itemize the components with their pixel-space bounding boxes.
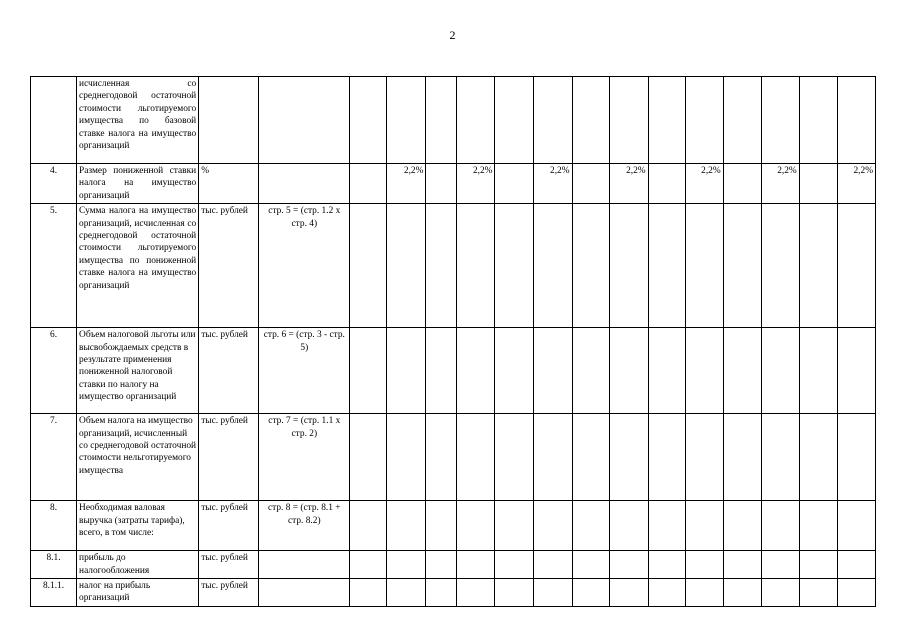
rate-value-cell: 2,2%	[685, 164, 723, 204]
row-description-cell: налог на прибыль организаций	[77, 579, 199, 607]
rate-value-cell	[609, 414, 648, 501]
empty-cell	[723, 551, 761, 579]
empty-cell	[350, 204, 387, 328]
row-formula-cell: стр. 5 = (стр. 1.2 х стр. 4)	[259, 204, 350, 328]
empty-cell	[495, 501, 533, 551]
row-number-cell: 8.1.1.	[31, 579, 77, 607]
rate-value-cell	[685, 414, 723, 501]
rate-value-cell: 2,2%	[387, 164, 426, 204]
row-unit-cell: тыс. рублей	[199, 501, 259, 551]
rate-value-cell	[837, 77, 875, 164]
row-unit-cell: тыс. рублей	[199, 328, 259, 414]
empty-cell	[799, 501, 837, 551]
rate-value-cell	[387, 579, 426, 607]
rate-value-cell	[533, 204, 572, 328]
empty-cell	[350, 328, 387, 414]
empty-cell	[799, 414, 837, 501]
rate-value-cell: 2,2%	[533, 164, 572, 204]
empty-cell	[648, 551, 685, 579]
row-formula-cell	[259, 77, 350, 164]
empty-cell	[799, 204, 837, 328]
empty-cell	[426, 164, 457, 204]
row-description-cell: Необходимая валовая выручка (затраты тарифа), всего, в том числе:	[77, 501, 199, 551]
rate-value-cell: 2,2%	[609, 164, 648, 204]
rate-value-cell	[837, 414, 875, 501]
empty-cell	[572, 77, 609, 164]
row-description-cell: прибыль до налогообложения	[77, 551, 199, 579]
rate-value-cell	[761, 328, 799, 414]
row-formula-cell	[259, 164, 350, 204]
empty-cell	[495, 328, 533, 414]
empty-cell	[723, 414, 761, 501]
empty-cell	[426, 204, 457, 328]
empty-cell	[350, 414, 387, 501]
rate-value-cell	[761, 414, 799, 501]
empty-cell	[426, 328, 457, 414]
row-unit-cell: %	[199, 164, 259, 204]
empty-cell	[799, 77, 837, 164]
rate-value-cell	[533, 77, 572, 164]
row-formula-cell	[259, 551, 350, 579]
row-number-cell	[31, 77, 77, 164]
empty-cell	[426, 77, 457, 164]
rate-value-cell	[387, 328, 426, 414]
calculation-table	[30, 76, 876, 607]
empty-cell	[572, 414, 609, 501]
rate-value-cell	[457, 77, 495, 164]
row-number-cell: 6.	[31, 328, 77, 414]
rate-value-cell	[837, 328, 875, 414]
empty-cell	[572, 164, 609, 204]
table-row	[31, 164, 876, 204]
row-formula-cell: стр. 7 = (стр. 1.1 х стр. 2)	[259, 414, 350, 501]
row-unit-cell: тыс. рублей	[199, 579, 259, 607]
rate-value-cell	[837, 204, 875, 328]
rate-value-cell: 2,2%	[837, 164, 875, 204]
rate-value-cell	[533, 579, 572, 607]
empty-cell	[350, 501, 387, 551]
rate-value-cell	[761, 204, 799, 328]
empty-cell	[572, 551, 609, 579]
rate-value-cell	[609, 328, 648, 414]
empty-cell	[350, 164, 387, 204]
row-description-cell: исчисленная со среднегодовой остаточной стоимости льготируемого имущества по базовой ставке налога на имущество организаций	[77, 77, 199, 164]
empty-cell	[495, 164, 533, 204]
empty-cell	[648, 77, 685, 164]
row-description-cell: Размер пониженной ставки налога на имущество организаций	[77, 164, 199, 204]
empty-cell	[572, 501, 609, 551]
rate-value-cell	[685, 501, 723, 551]
empty-cell	[799, 164, 837, 204]
rate-value-cell	[457, 551, 495, 579]
empty-cell	[723, 77, 761, 164]
row-unit-cell: тыс. рублей	[199, 414, 259, 501]
rate-value-cell	[533, 501, 572, 551]
empty-cell	[723, 579, 761, 607]
empty-cell	[350, 579, 387, 607]
rate-value-cell	[761, 551, 799, 579]
table-row	[31, 501, 876, 551]
rate-value-cell: 2,2%	[761, 164, 799, 204]
empty-cell	[648, 414, 685, 501]
rate-value-cell	[685, 328, 723, 414]
empty-cell	[648, 328, 685, 414]
row-description-cell: Сумма налога на имущество организаций, исчисленная со среднегодовой остаточной стоимости льготируемого имущества по пониженной ставке налога на имущество организаций	[77, 204, 199, 328]
row-number-cell: 8.	[31, 501, 77, 551]
rate-value-cell	[387, 414, 426, 501]
rate-value-cell	[609, 204, 648, 328]
empty-cell	[723, 204, 761, 328]
row-formula-cell: стр. 6 = (стр. 3 - стр. 5)	[259, 328, 350, 414]
rate-value-cell	[761, 77, 799, 164]
row-unit-cell: тыс. рублей	[199, 204, 259, 328]
page-number: 2	[449, 28, 456, 42]
row-unit-cell	[199, 77, 259, 164]
rate-value-cell	[685, 77, 723, 164]
empty-cell	[723, 501, 761, 551]
rate-value-cell	[837, 579, 875, 607]
table-row	[31, 77, 876, 164]
empty-cell	[723, 164, 761, 204]
empty-cell	[572, 328, 609, 414]
empty-cell	[648, 164, 685, 204]
rate-value-cell	[609, 77, 648, 164]
rate-value-cell	[837, 501, 875, 551]
rate-value-cell	[533, 328, 572, 414]
rate-value-cell	[387, 77, 426, 164]
row-number-cell: 5.	[31, 204, 77, 328]
rate-value-cell	[685, 579, 723, 607]
rate-value-cell	[387, 501, 426, 551]
rate-value-cell	[609, 579, 648, 607]
empty-cell	[648, 579, 685, 607]
row-formula-cell: стр. 8 = (стр. 8.1 + стр. 8.2)	[259, 501, 350, 551]
empty-cell	[799, 328, 837, 414]
row-description-cell: Объем налоговой льготы или высвобождаемых средств в результате применения пониженной налоговой ставки по налогу на имущество организаций	[77, 328, 199, 414]
rate-value-cell	[457, 414, 495, 501]
table-row	[31, 204, 876, 328]
rate-value-cell: 2,2%	[457, 164, 495, 204]
table-row	[31, 551, 876, 579]
rate-value-cell	[457, 579, 495, 607]
rate-value-cell	[761, 579, 799, 607]
empty-cell	[799, 551, 837, 579]
rate-value-cell	[837, 551, 875, 579]
rate-value-cell	[609, 501, 648, 551]
empty-cell	[495, 551, 533, 579]
rate-value-cell	[387, 204, 426, 328]
rate-value-cell	[533, 414, 572, 501]
rate-value-cell	[387, 551, 426, 579]
empty-cell	[648, 204, 685, 328]
empty-cell	[572, 579, 609, 607]
rate-value-cell	[609, 551, 648, 579]
empty-cell	[426, 414, 457, 501]
empty-cell	[350, 551, 387, 579]
row-number-cell: 7.	[31, 414, 77, 501]
row-description-cell: Объем налога на имущество организаций, исчисленный со среднегодовой остаточной стоимости нельготируемого имущества	[77, 414, 199, 501]
rate-value-cell	[685, 204, 723, 328]
empty-cell	[799, 579, 837, 607]
row-number-cell: 8.1.	[31, 551, 77, 579]
row-number-cell: 4.	[31, 164, 77, 204]
empty-cell	[495, 77, 533, 164]
rate-value-cell	[761, 501, 799, 551]
table-row	[31, 328, 876, 414]
empty-cell	[426, 501, 457, 551]
empty-cell	[572, 204, 609, 328]
empty-cell	[723, 328, 761, 414]
table-row	[31, 579, 876, 607]
empty-cell	[495, 579, 533, 607]
rate-value-cell	[457, 204, 495, 328]
empty-cell	[426, 579, 457, 607]
empty-cell	[495, 414, 533, 501]
rate-value-cell	[457, 328, 495, 414]
row-unit-cell: тыс. рублей	[199, 551, 259, 579]
empty-cell	[350, 77, 387, 164]
rate-value-cell	[457, 501, 495, 551]
empty-cell	[648, 501, 685, 551]
rate-value-cell	[685, 551, 723, 579]
row-formula-cell	[259, 579, 350, 607]
table-row	[31, 414, 876, 501]
empty-cell	[495, 204, 533, 328]
empty-cell	[426, 551, 457, 579]
rate-value-cell	[533, 551, 572, 579]
